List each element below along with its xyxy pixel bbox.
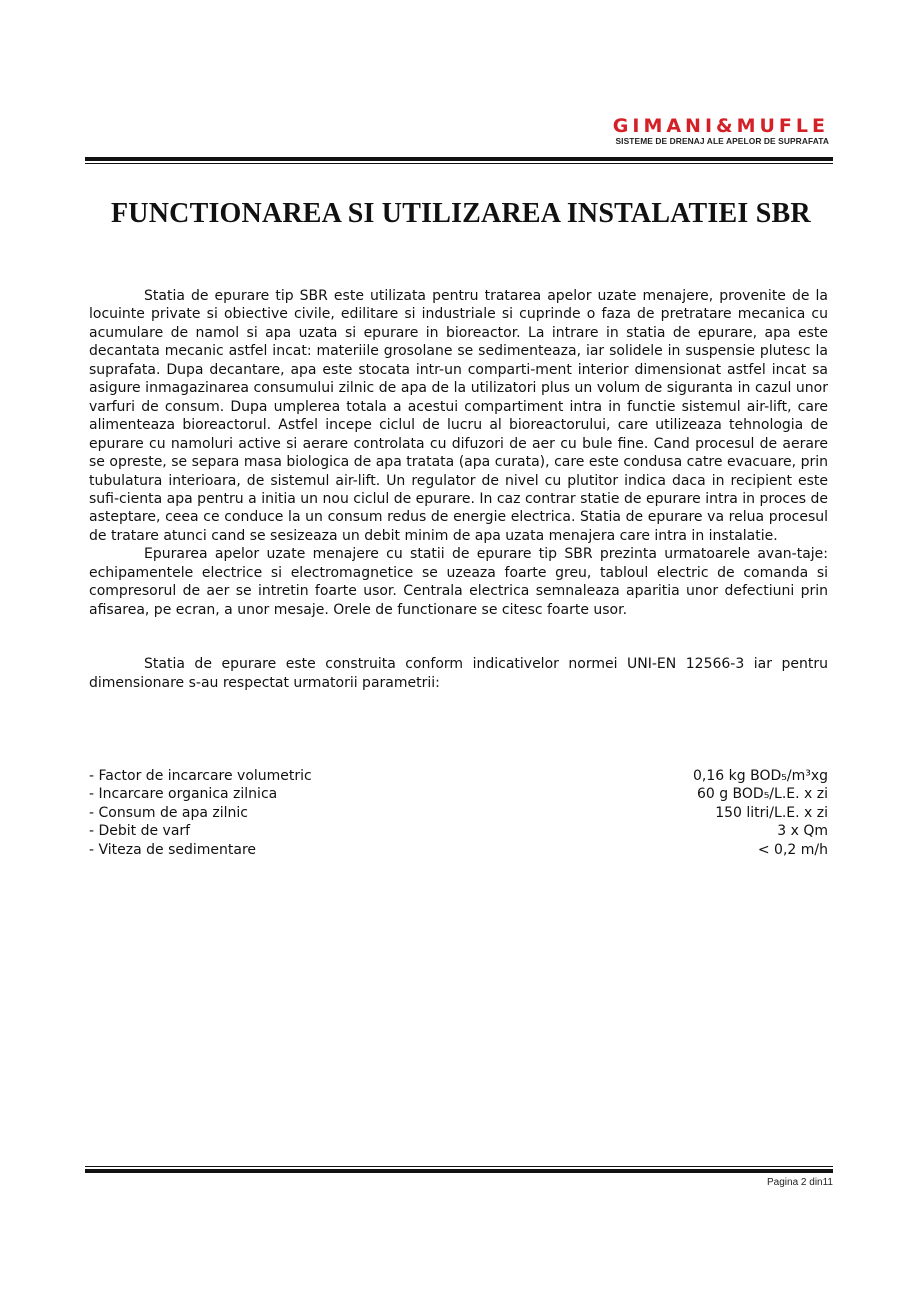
logo-brand-name: GIMANI&MUFLE xyxy=(612,115,829,137)
paragraph-standard: Statia de epurare este construita conform indicativelor normei UNI-EN 12566-3 iar pentru dimensionare s-au respectat urmatorii parametrii: xyxy=(89,656,828,691)
parameter-row xyxy=(89,767,828,785)
parameter-row xyxy=(89,804,828,822)
footer-divider-thick xyxy=(85,1169,833,1173)
parameter-label: - Debit de varf xyxy=(89,823,191,840)
parameter-value: 60 g BOD₅/L.E. x zi xyxy=(696,786,828,803)
logo-tagline: SISTEME DE DRENAJ ALE APELOR DE SUPRAFATA xyxy=(615,136,829,146)
parameter-label: - Incarcare organica zilnica xyxy=(89,786,278,803)
header-divider-thick xyxy=(85,157,833,161)
parameter-row xyxy=(89,841,828,859)
paragraph-advantages: Epurarea apelor uzate menajere cu statii de epurare tip SBR prezinta urmatoarele avan-taje: echipamentele electrice si electromagnetice se uzeaza foarte greu, tabloul electric de comanda si compresorul de aer se intretin foarte usor. Centrala electrica semnaleaza aparitia unor defectiuni prin afisarea, pe ecran, a unor mesaje. Orele de functionare se citesc foarte usor. xyxy=(89,546,828,618)
parameter-label: - Consum de apa zilnic xyxy=(89,804,249,821)
page-number: Pagina 2 din11 xyxy=(767,1177,833,1188)
body-text xyxy=(89,287,828,692)
company-logo xyxy=(569,116,829,146)
parameter-value: < 0,2 m/h xyxy=(757,841,828,858)
parameter-value: 150 litri/L.E. x zi xyxy=(715,804,828,821)
header-divider-thin xyxy=(85,163,833,164)
parameter-label: - Factor de incarcare volumetric xyxy=(89,768,312,784)
page-title: FUNCTIONAREA SI UTILIZAREA INSTALATIEI SBR xyxy=(111,198,811,229)
parameter-row xyxy=(89,822,828,840)
parameter-value: 3 x Qm xyxy=(777,823,828,840)
parameter-value: 0,16 kg BOD₅/m³xg xyxy=(693,768,828,784)
parameter-label: - Viteza de sedimentare xyxy=(89,841,257,858)
parameters-list xyxy=(89,767,828,859)
paragraph-sbr-description: Statia de epurare tip SBR este utilizata pentru tratarea apelor uzate menajere, provenite de la locuinte private si obiective civile, edilitare si industriale si cuprinde o faza de pretratare mecanica cu acumulare de namol si apa uzata si epurare in bioreactor. La intrare in statia de epurare, apa este decantata mecanic astfel incat: materiile grosolane se sedimenteaza, iar solidele in suspensie plutesc la suprafata. Dupa decantare, apa este stocata intr-un comparti-ment interior dimensionat astfel incat sa asigure inmagazinarea consumului zilnic de apa de la utilizatori plus un volum de siguranta in cazul unor varfuri de consum. Dupa umplerea totala a acestui compartiment intra in functie sistemul air-lift, care alimenteaza bioreactorul. Astfel incepe ciclul de lucru al bioreactorului, care utilizeaza tehnologia de epurare cu namoluri active si aerare controlata cu difuzori de aer cu bule fine. Cand procesul de aerare se opreste, se separa masa biologica de apa tratata (apa curata), care este condusa catre evacuare, prin tubulatura interioara, de sistemul air-lift. Un regulator de nivel cu plutitor indica daca in recipient este sufi-cienta apa pentru a initia un nou ciclul de epurare. In caz contrar statie de epurare intra in proces de asteptare, ceea ce conduce la un consum redus de energie electrica. Statia de epurare va relua procesul de tratare atunci cand se sesizeaza un debit minim de apa uzata menajera care intra in instalatie. xyxy=(89,288,828,544)
parameter-row xyxy=(89,785,828,803)
footer-divider-thin xyxy=(85,1166,833,1167)
